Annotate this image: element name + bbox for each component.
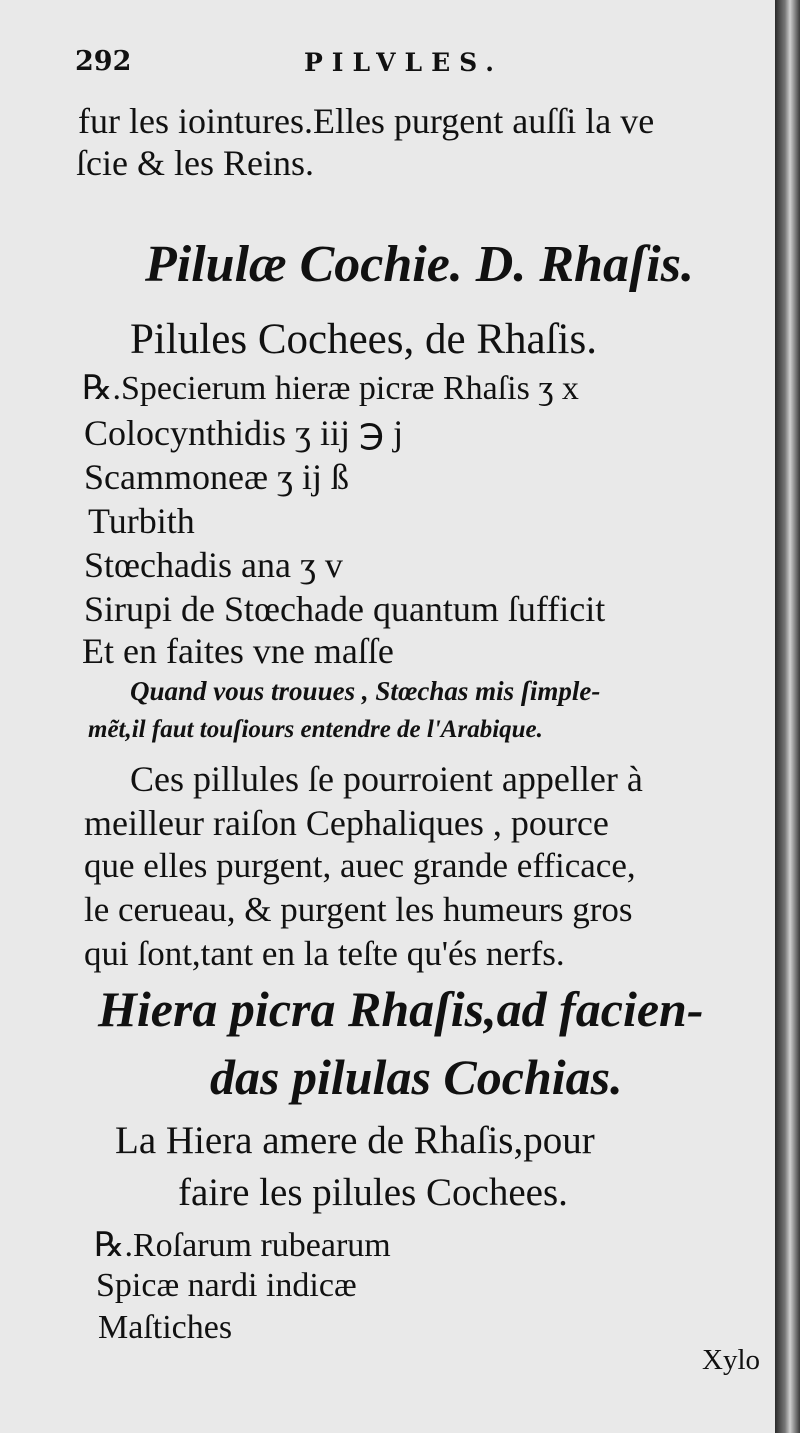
recipe1-comment-line: qui ſont,tant en la teſte qu'és nerfs. <box>84 934 565 973</box>
recipe1-ingredient: ℞.Specierum hieræ picræ Rhaſis ʒ x <box>82 370 579 407</box>
intro-line-2: ſcie & les Reins. <box>76 143 314 183</box>
recipe2-title-french-line: faire les pilules Cochees. <box>178 1171 568 1214</box>
catchword: Xylo <box>702 1344 760 1376</box>
recipe1-comment-line: Ces pillules ſe pourroient appeller à <box>130 759 643 799</box>
recipe1-note-line: Quand vous trouues , Stœchas mis ſimple- <box>130 676 601 706</box>
recipe2-ingredient: Maſtiches <box>98 1309 233 1346</box>
recipe1-comment-line: que elles purgent, auec grande efficace, <box>84 846 636 885</box>
recipe2-title-latin-line: Hiera picra Rhaſis,ad facien- <box>98 981 704 1037</box>
recipe1-ingredient: Stœchadis ana ʒ v <box>84 545 343 585</box>
recipe1-ingredient: Scammoneæ ʒ ij ß <box>84 457 349 497</box>
running-title: PILVLES. <box>304 48 504 77</box>
recipe1-comment-line: le cerueau, & purgent les humeurs gros <box>84 890 633 929</box>
intro-line-1: fur les iointures.Elles purgent auſſi la ve <box>78 101 655 141</box>
recipe2-ingredient: ℞.Roſarum rubearum <box>94 1227 391 1264</box>
recipe1-ingredient: Turbith <box>88 501 195 541</box>
book-gutter <box>775 0 800 1433</box>
recipe2-title-latin-line: das pilulas Cochias. <box>210 1049 623 1105</box>
page-number: 292 <box>75 46 132 77</box>
recipe1-note-line: mẽt,il faut touſiours entendre de l'Arabique. <box>88 716 543 743</box>
recipe1-ingredient: Colocynthidis ʒ iij ℈ j <box>84 413 404 453</box>
recipe2-title-french-line: La Hiera amere de Rhaſis,pour <box>115 1119 595 1162</box>
recipe1-comment-line: meilleur raiſon Cephaliques , pource <box>84 803 609 843</box>
recipe1-ingredient: Sirupi de Stœchade quantum ſufficit <box>84 589 606 629</box>
recipe2-ingredient: Spicæ nardi indicæ <box>96 1267 357 1304</box>
recipe1-title-french: Pilules Cochees, de Rhaſis. <box>130 316 597 363</box>
recipe1-ingredient: Et en faites vne maſſe <box>82 631 394 671</box>
recipe1-title-latin: Pilulæ Cochie. D. Rhaſis. <box>145 236 694 293</box>
